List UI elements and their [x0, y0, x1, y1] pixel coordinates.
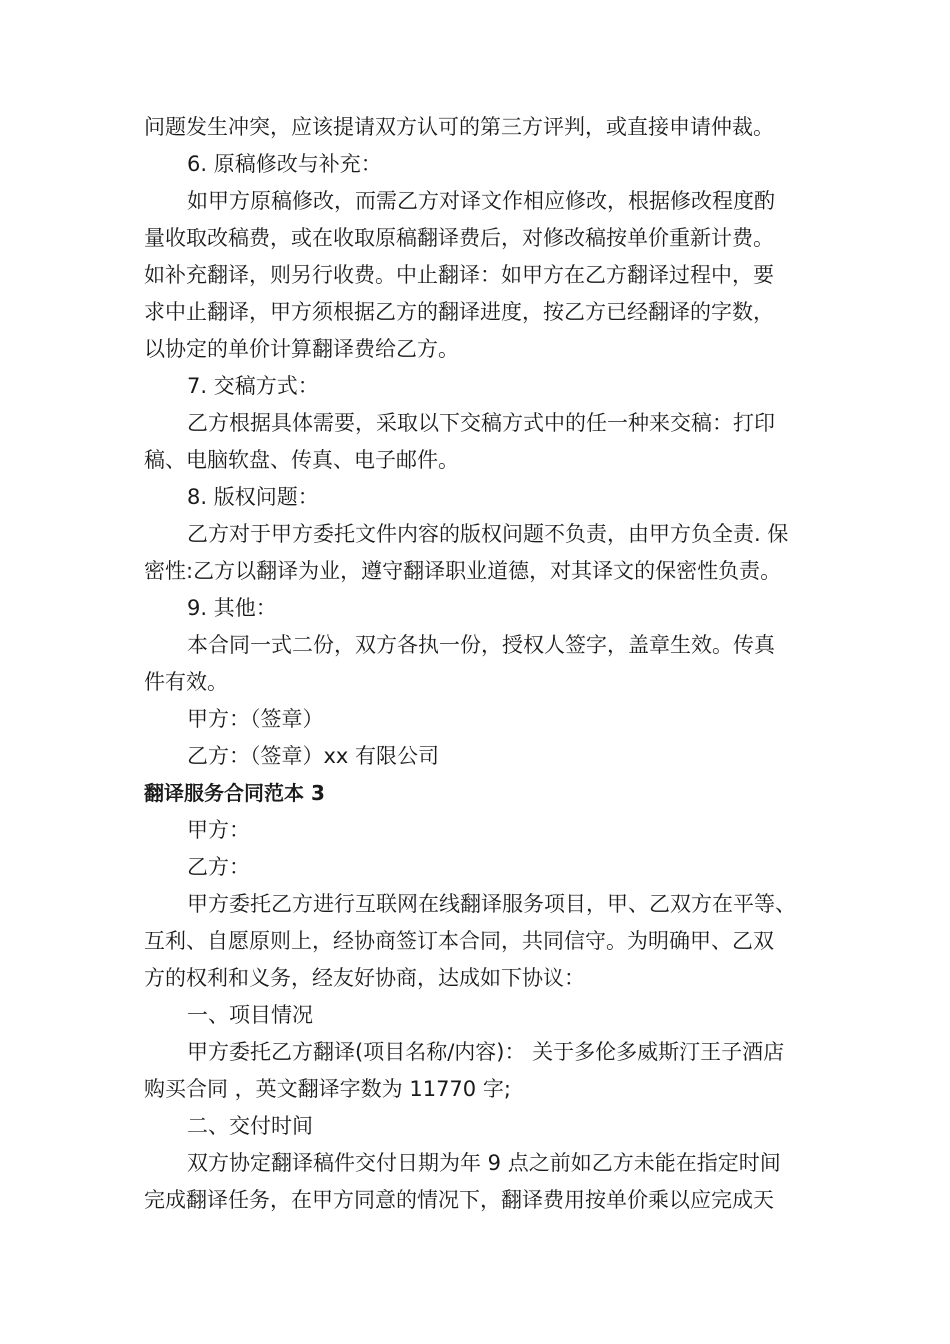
- paragraph-line: 方的权利和义务，经友好协商，达成如下协议：: [144, 966, 585, 990]
- party-a-field: 甲方：: [187, 818, 250, 842]
- party-b-field: 乙方：: [187, 855, 250, 879]
- paragraph-line: 互利、自愿原则上，经协商签订本合同，共同信守。为明确甲、乙双: [144, 929, 774, 953]
- paragraph-line: 量收取改稿费，或在收取原稿翻译费后，对修改稿按单价重新计费。: [144, 226, 774, 250]
- paragraph-line: 如甲方原稿修改，而需乙方对译文作相应修改，根据修改程度酌: [187, 189, 775, 213]
- paragraph-line: 本合同一式二份，双方各执一份，授权人签字，盖章生效。传真: [187, 633, 775, 657]
- paragraph-line: 双方协定翻译稿件交付日期为年 9 点之前如乙方未能在指定时间: [187, 1151, 781, 1175]
- paragraph-line: 购买合同 ，英文翻译字数为 11770 字;: [144, 1077, 511, 1101]
- paragraph-line: 甲方委托乙方翻译(项目名称/内容)： 关于多伦多威斯汀王子酒店: [187, 1040, 785, 1064]
- contract-title: 翻译服务合同范本 3: [144, 781, 325, 805]
- paragraph-line: 求中止翻译，甲方须根据乙方的翻译进度，按乙方已经翻译的字数，: [144, 300, 774, 324]
- section-heading-9: 9. 其他：: [187, 596, 277, 620]
- paragraph-line: 乙方对于甲方委托文件内容的版权问题不负责，由甲方负全责. 保: [187, 522, 789, 546]
- paragraph-line: 以协定的单价计算翻译费给乙方。: [144, 337, 459, 361]
- paragraph-line: 乙方根据具体需要，采取以下交稿方式中的任一种来交稿：打印: [187, 411, 775, 435]
- signature-party-a: 甲方：（签章）: [187, 707, 324, 731]
- signature-party-b: 乙方：（签章）xx 有限公司: [187, 744, 440, 768]
- section-heading-7: 7. 交稿方式：: [187, 374, 319, 398]
- section-heading-project: 一、项目情况: [187, 1003, 313, 1027]
- section-heading-8: 8. 版权问题：: [187, 485, 319, 509]
- section-heading-6: 6. 原稿修改与补充：: [187, 152, 382, 176]
- paragraph-line: 密性:乙方以翻译为业，遵守翻译职业道德，对其译文的保密性负责。: [144, 559, 782, 583]
- paragraph-line: 如补充翻译，则另行收费。中止翻译：如甲方在乙方翻译过程中，要: [144, 263, 774, 287]
- section-heading-delivery: 二、交付时间: [187, 1114, 313, 1138]
- paragraph-line: 稿、电脑软盘、传真、电子邮件。: [144, 448, 459, 472]
- paragraph-line: 甲方委托乙方进行互联网在线翻译服务项目，甲、乙双方在平等、: [187, 892, 796, 916]
- paragraph-line: 完成翻译任务，在甲方同意的情况下，翻译费用按单价乘以应完成天: [144, 1188, 774, 1212]
- paragraph-line: 问题发生冲突，应该提请双方认可的第三方评判，或直接申请仲裁。: [144, 115, 774, 139]
- paragraph-line: 件有效。: [144, 670, 228, 694]
